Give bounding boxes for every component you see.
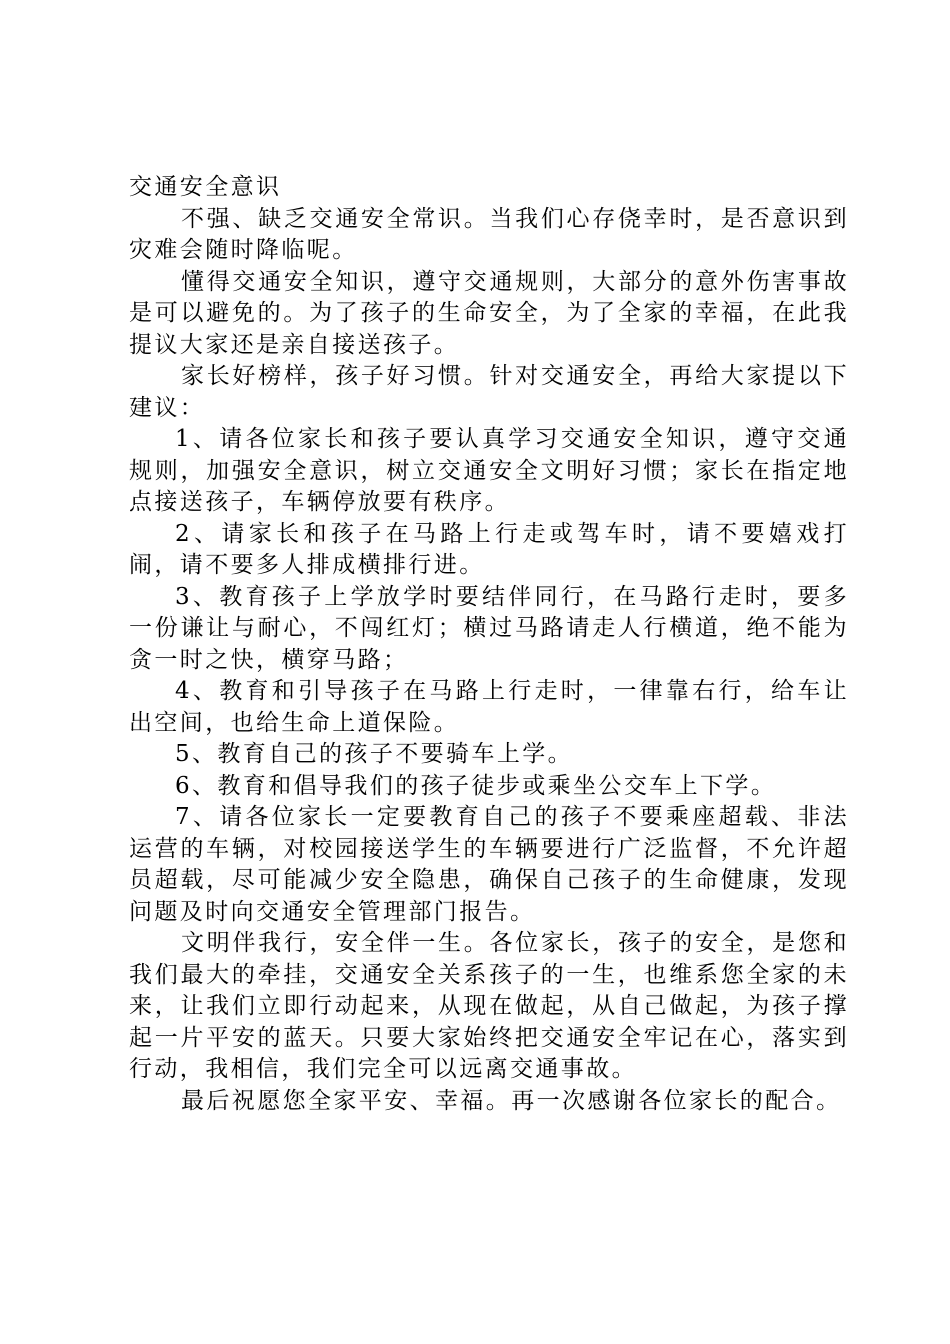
suggestion-1: 1、请各位家长和孩子要认真学习交通安全知识，遵守交通规则，加强安全意识，树立交通安全文明好习惯；家长在指定地点接送孩子，车辆停放要有秩序。 <box>129 426 849 515</box>
document-body <box>129 172 849 1117</box>
paragraph-1: 不强、缺乏交通安全常识。当我们心存侥幸时，是否意识到灾难会随时降临呢。 <box>129 205 849 263</box>
document-heading: 交通安全意识 <box>129 174 282 200</box>
suggestion-7: 7、请各位家长一定要教育自己的孩子不要乘座超载、非法运营的车辆，对校园接送学生的车辆要进行广泛监督，不允许超员超载，尽可能减少安全隐患，确保自己孩子的生命健康，发现问题及时向交通安全管理部门报告。 <box>129 804 849 925</box>
paragraph-2: 懂得交通安全知识，遵守交通规则，大部分的意外伤害事故是可以避免的。为了孩子的生命安全，为了全家的幸福，在此我提议大家还是亲自接送孩子。 <box>129 268 849 358</box>
paragraph-3: 家长好榜样，孩子好习惯。针对交通安全，再给大家提以下建议： <box>129 363 849 421</box>
suggestion-3: 3、教育孩子上学放学时要结伴同行，在马路行走时，要多一份谦让与耐心，不闯红灯；横过马路请走人行横道，绝不能为贪一时之快，横穿马路； <box>129 583 849 673</box>
suggestion-5: 5、教育自己的孩子不要骑车上学。 <box>175 741 574 767</box>
suggestion-2: 2、请家长和孩子在马路上行走或驾车时，请不要嬉戏打闹，请不要多人排成横排行进。 <box>129 520 849 578</box>
paragraph-closing: 文明伴我行，安全伴一生。各位家长，孩子的安全，是您和我们最大的牵挂，交通安全关系孩子的一生，也维系您全家的未来，让我们立即行动起来，从现在做起，从自己做起，为孩子撑起一片平安的蓝天。只要大家始终把交通安全牢记在心，落实到行动，我相信，我们完全可以远离交通事故。 <box>129 930 849 1082</box>
paragraph-final-wish: 最后祝愿您全家平安、幸福。再一次感谢各位家长的配合。 <box>181 1087 842 1114</box>
suggestion-4: 4、教育和引导孩子在马路上行走时，一律靠右行，给车让出空间，也给生命上道保险。 <box>129 678 849 736</box>
suggestion-6: 6、教育和倡导我们的孩子徒步或乘坐公交车上下学。 <box>175 772 777 799</box>
